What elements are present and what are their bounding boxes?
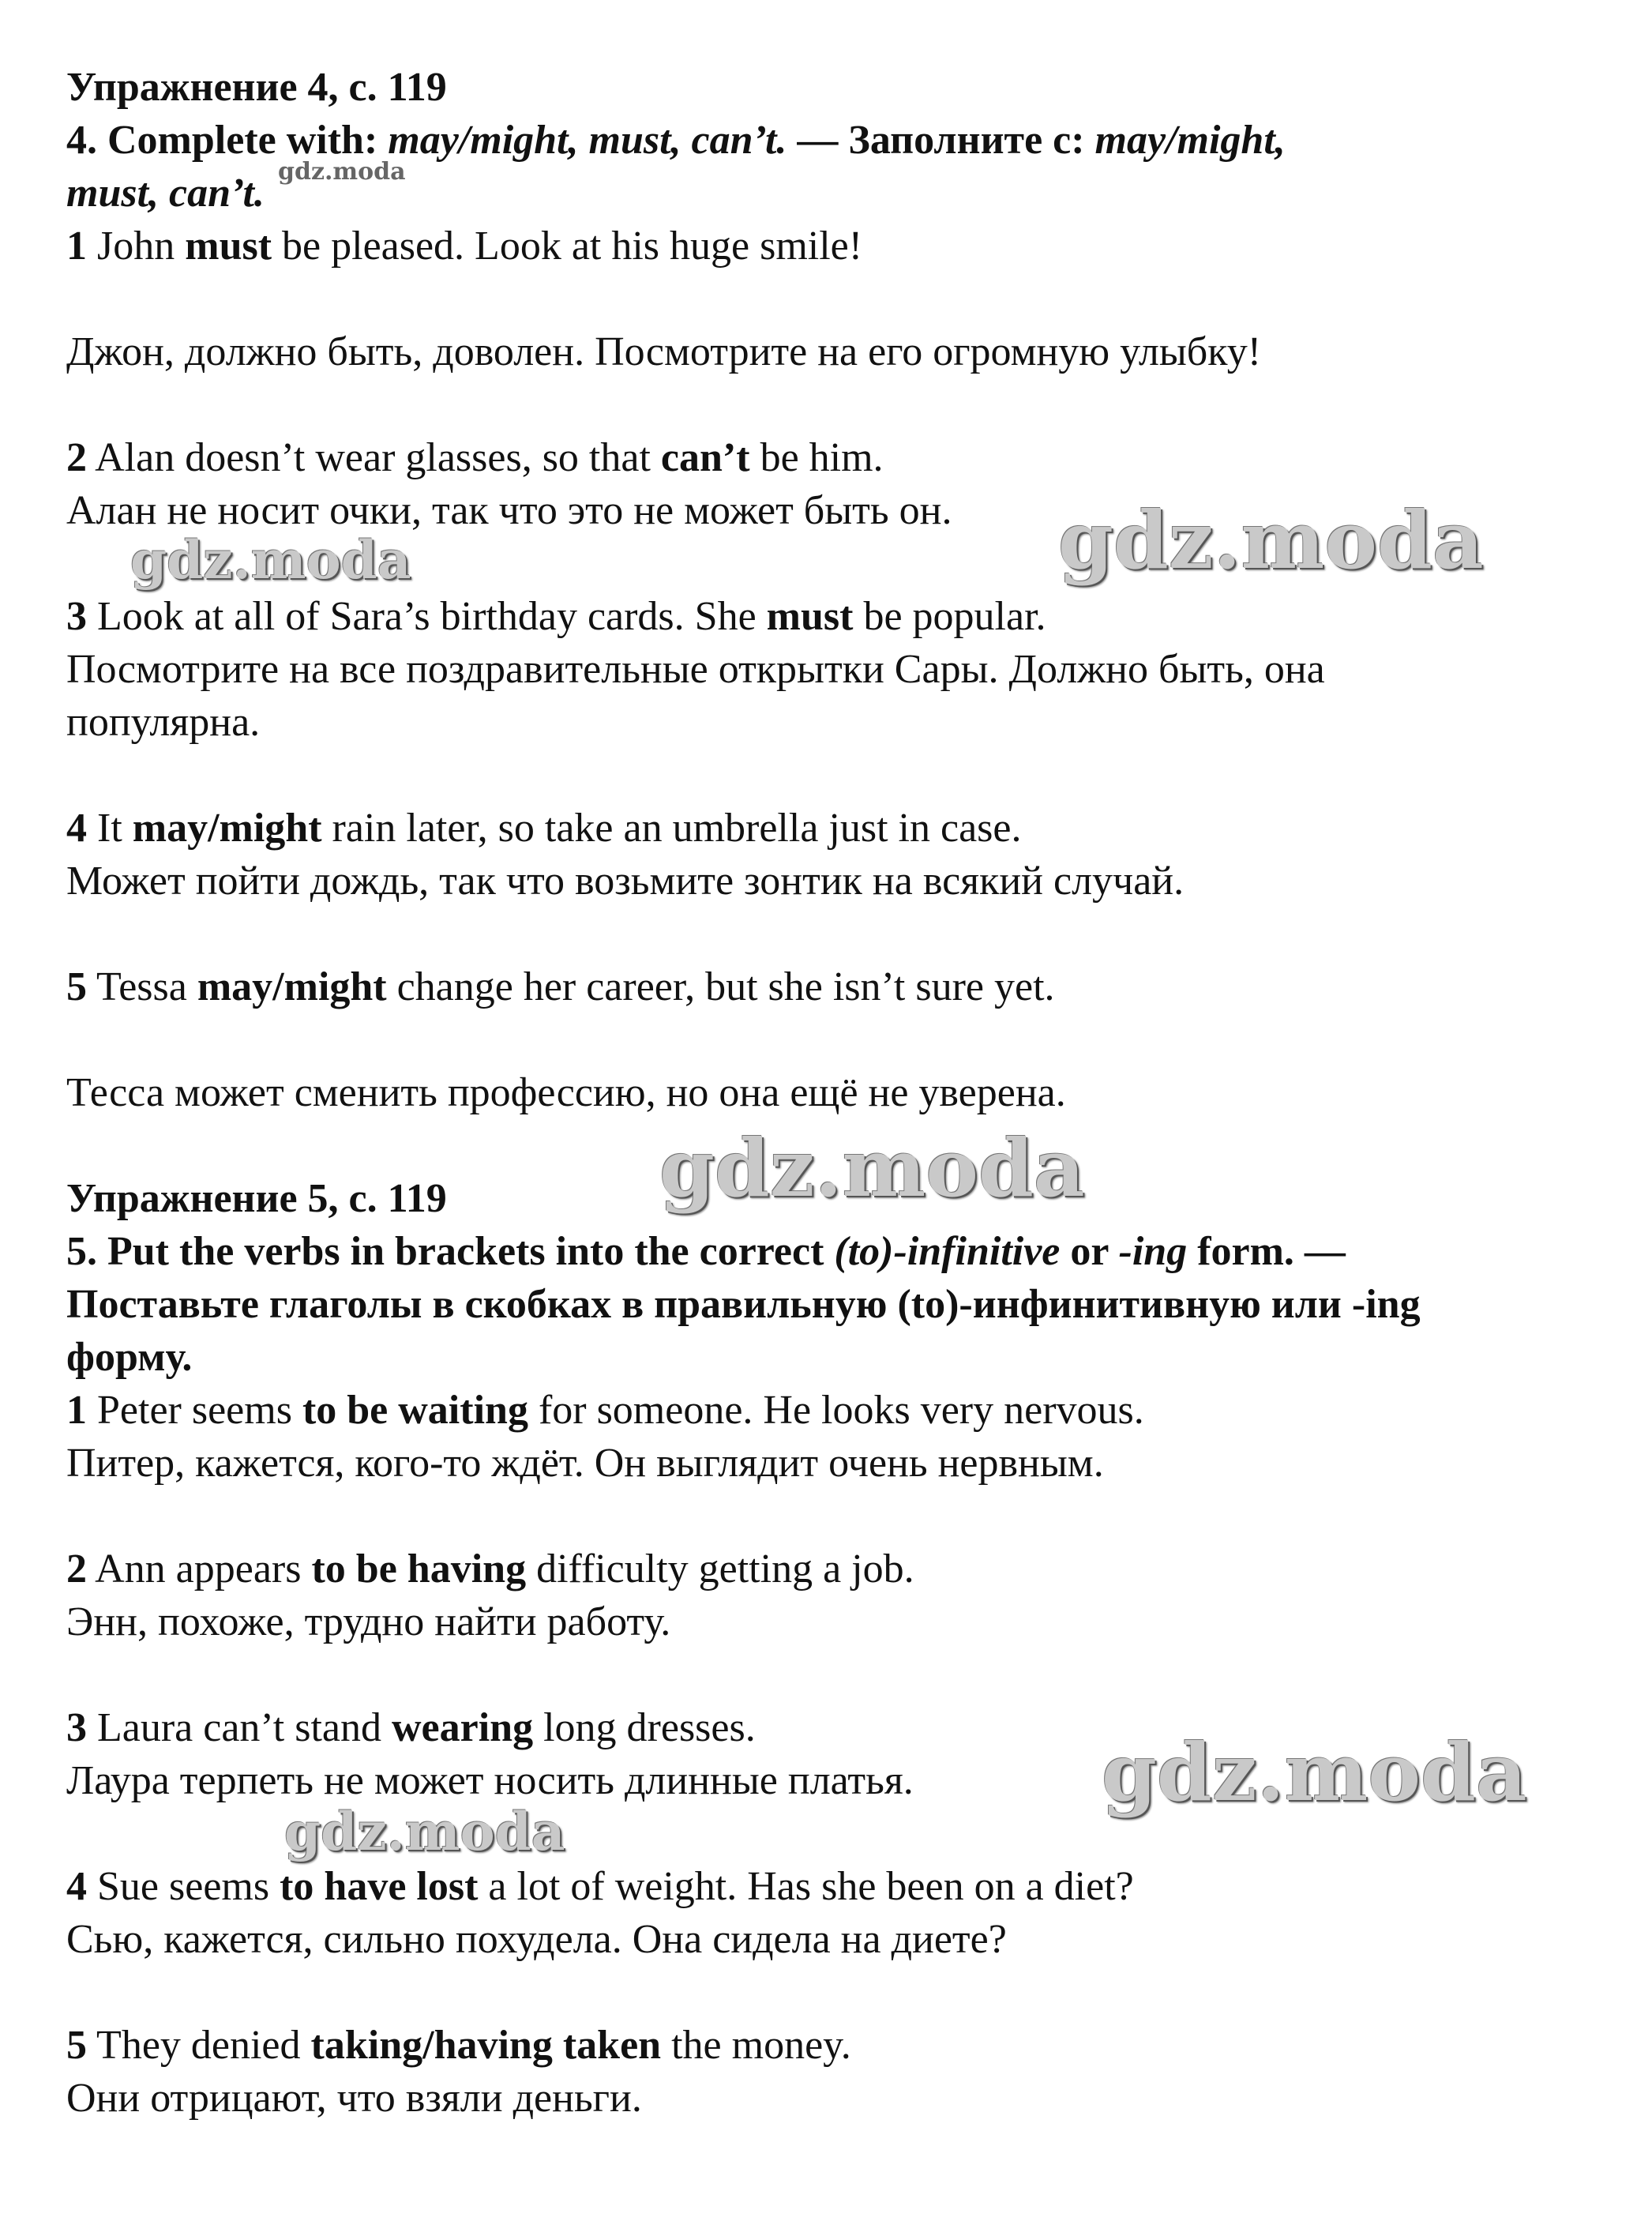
text-run: or (1060, 1229, 1119, 1274)
text-run: 1 (66, 1388, 87, 1433)
text-run: to be having (311, 1546, 527, 1592)
exercise-5-task (66, 1226, 1346, 1278)
text-run: rain later, so take an umbrella just in case. (321, 806, 1022, 851)
ex5-item-4-en (66, 1861, 1134, 1913)
ex4-item-1-ru: Джон, должно быть, доволен. Посмотрите на его огромную улыбку! (66, 329, 1262, 374)
text-run: -ing (1118, 1229, 1188, 1274)
text-run: the money. (661, 2023, 851, 2068)
text-run: 4 (66, 1864, 87, 1909)
text-run: a lot of weight. Has she been on a diet? (478, 1864, 1134, 1909)
ex4-item-2-ru: Алан не носит очки, так что это не может быть он. (66, 488, 952, 533)
ex5-item-3-ru: Лаура терпеть не может носить длинные платья. (66, 1758, 914, 1803)
text-run: taking/having taken (310, 2023, 662, 2068)
ex5-item-3-en (66, 1702, 756, 1754)
text-run: John (87, 224, 186, 269)
text-run: Ann appears (87, 1546, 312, 1592)
text-run: 2 (66, 1546, 87, 1592)
ex5-item-1-ru: Питер, кажется, кого-то ждёт. Он выглядит очень нервным. (66, 1441, 1104, 1486)
text-run: be popular. (853, 594, 1046, 639)
ex4-item-5-en (66, 961, 1055, 1013)
text-run: Laura can’t stand (87, 1705, 392, 1750)
text-run: 2 (66, 435, 87, 480)
text-run: Look at all of Sara’s birthday cards. She (87, 594, 767, 639)
text-run: 3 (66, 1705, 87, 1750)
watermark-logo: gdz.moda (1058, 494, 1484, 587)
exercise-4-heading: Упражнение 4, с. 119 (66, 65, 447, 110)
exercise-5-task-ru (66, 1279, 1421, 1331)
ex4-item-1-en (66, 220, 862, 272)
text-run: can’t (660, 435, 750, 480)
text-run: 4 (66, 806, 87, 851)
exercise-5-heading: Упражнение 5, с. 119 (66, 1176, 447, 1221)
exercise-5-task-ru-cont (66, 1332, 192, 1384)
ex4-item-3-en (66, 591, 1046, 643)
text-run: Tessa (87, 964, 197, 1009)
text-run: 1 (66, 224, 87, 269)
ex5-item-2-en (66, 1543, 914, 1595)
exercise-4-task (66, 115, 1286, 167)
ex5-item-4-ru: Сью, кажется, сильно похудела. Она сидела на диете? (66, 1917, 1007, 1962)
text-run: must, can’t. (66, 171, 265, 216)
text-run: 5 (66, 2023, 87, 2068)
text-run: change her career, but she isn’t sure yet. (386, 964, 1055, 1009)
ex4-item-5-ru: Тесса может сменить профессию, но она ещё не уверена. (66, 1070, 1066, 1115)
text-run: be him. (749, 435, 884, 480)
ex5-item-5-ru: Они отрицают, что взяли деньги. (66, 2076, 642, 2121)
text-run: difficulty getting a job. (526, 1546, 914, 1592)
text-run: wearing (392, 1705, 534, 1750)
ex5-item-5-en (66, 2020, 851, 2072)
text-run: Sue seems (87, 1864, 280, 1909)
exercise-4-task-cont (66, 167, 265, 220)
text-run: It (87, 806, 133, 851)
text-run: for someone. He looks very nervous. (528, 1388, 1144, 1433)
text-run: to have lost (280, 1864, 479, 1909)
text-run: must (185, 224, 272, 269)
ex4-item-4-ru: Может пойти дождь, так что возьмите зонтик на всякий случай. (66, 859, 1185, 904)
text-run: may/might, (1094, 118, 1286, 163)
text-run: may/might (132, 806, 322, 851)
text-run: must (766, 594, 854, 639)
text-run: Peter seems (87, 1388, 302, 1433)
ex4-item-3-ru-cont: популярна. (66, 700, 261, 745)
text-run: Alan doesn’t wear glasses, so that (87, 435, 661, 480)
text-run: form. — (1187, 1229, 1346, 1274)
watermark-logo: gdz.moda (130, 529, 411, 591)
text-run: long dresses. (533, 1705, 756, 1750)
text-run: to be waiting (302, 1388, 528, 1433)
text-run: may/might (197, 964, 387, 1009)
text-run: 5. Put the verbs in brackets into the correct (66, 1229, 835, 1274)
text-run: Поставьте глаголы в скобках в правильную (to)-инфинитивную или -ing (66, 1282, 1421, 1327)
text-run: — Заполните с: (787, 118, 1095, 163)
text-run: форму. (66, 1335, 193, 1380)
text-run: 4. Complete with: (66, 118, 389, 163)
ex5-item-2-ru: Энн, похоже, трудно найти работу. (66, 1599, 671, 1644)
text-run: 5 (66, 964, 87, 1009)
ex5-item-1-en (66, 1385, 1144, 1437)
ex4-item-3-ru: Посмотрите на все поздравительные открытки Сары. Должно быть, она (66, 647, 1325, 692)
watermark-logo: gdz.moda (1102, 1726, 1527, 1819)
text-run: (to)-infinitive (834, 1229, 1061, 1274)
text-run: 3 (66, 594, 87, 639)
text-run: be pleased. Look at his huge smile! (272, 224, 863, 269)
ex4-item-2-en (66, 432, 884, 484)
watermark-logo: gdz.moda (284, 1801, 565, 1862)
text-run: may/might, must, can’t. (388, 118, 787, 163)
watermark-logo: gdz.moda (278, 158, 406, 186)
text-run: They denied (87, 2023, 311, 2068)
watermark-logo: gdz.moda (659, 1122, 1085, 1215)
ex4-item-4-en (66, 802, 1021, 855)
